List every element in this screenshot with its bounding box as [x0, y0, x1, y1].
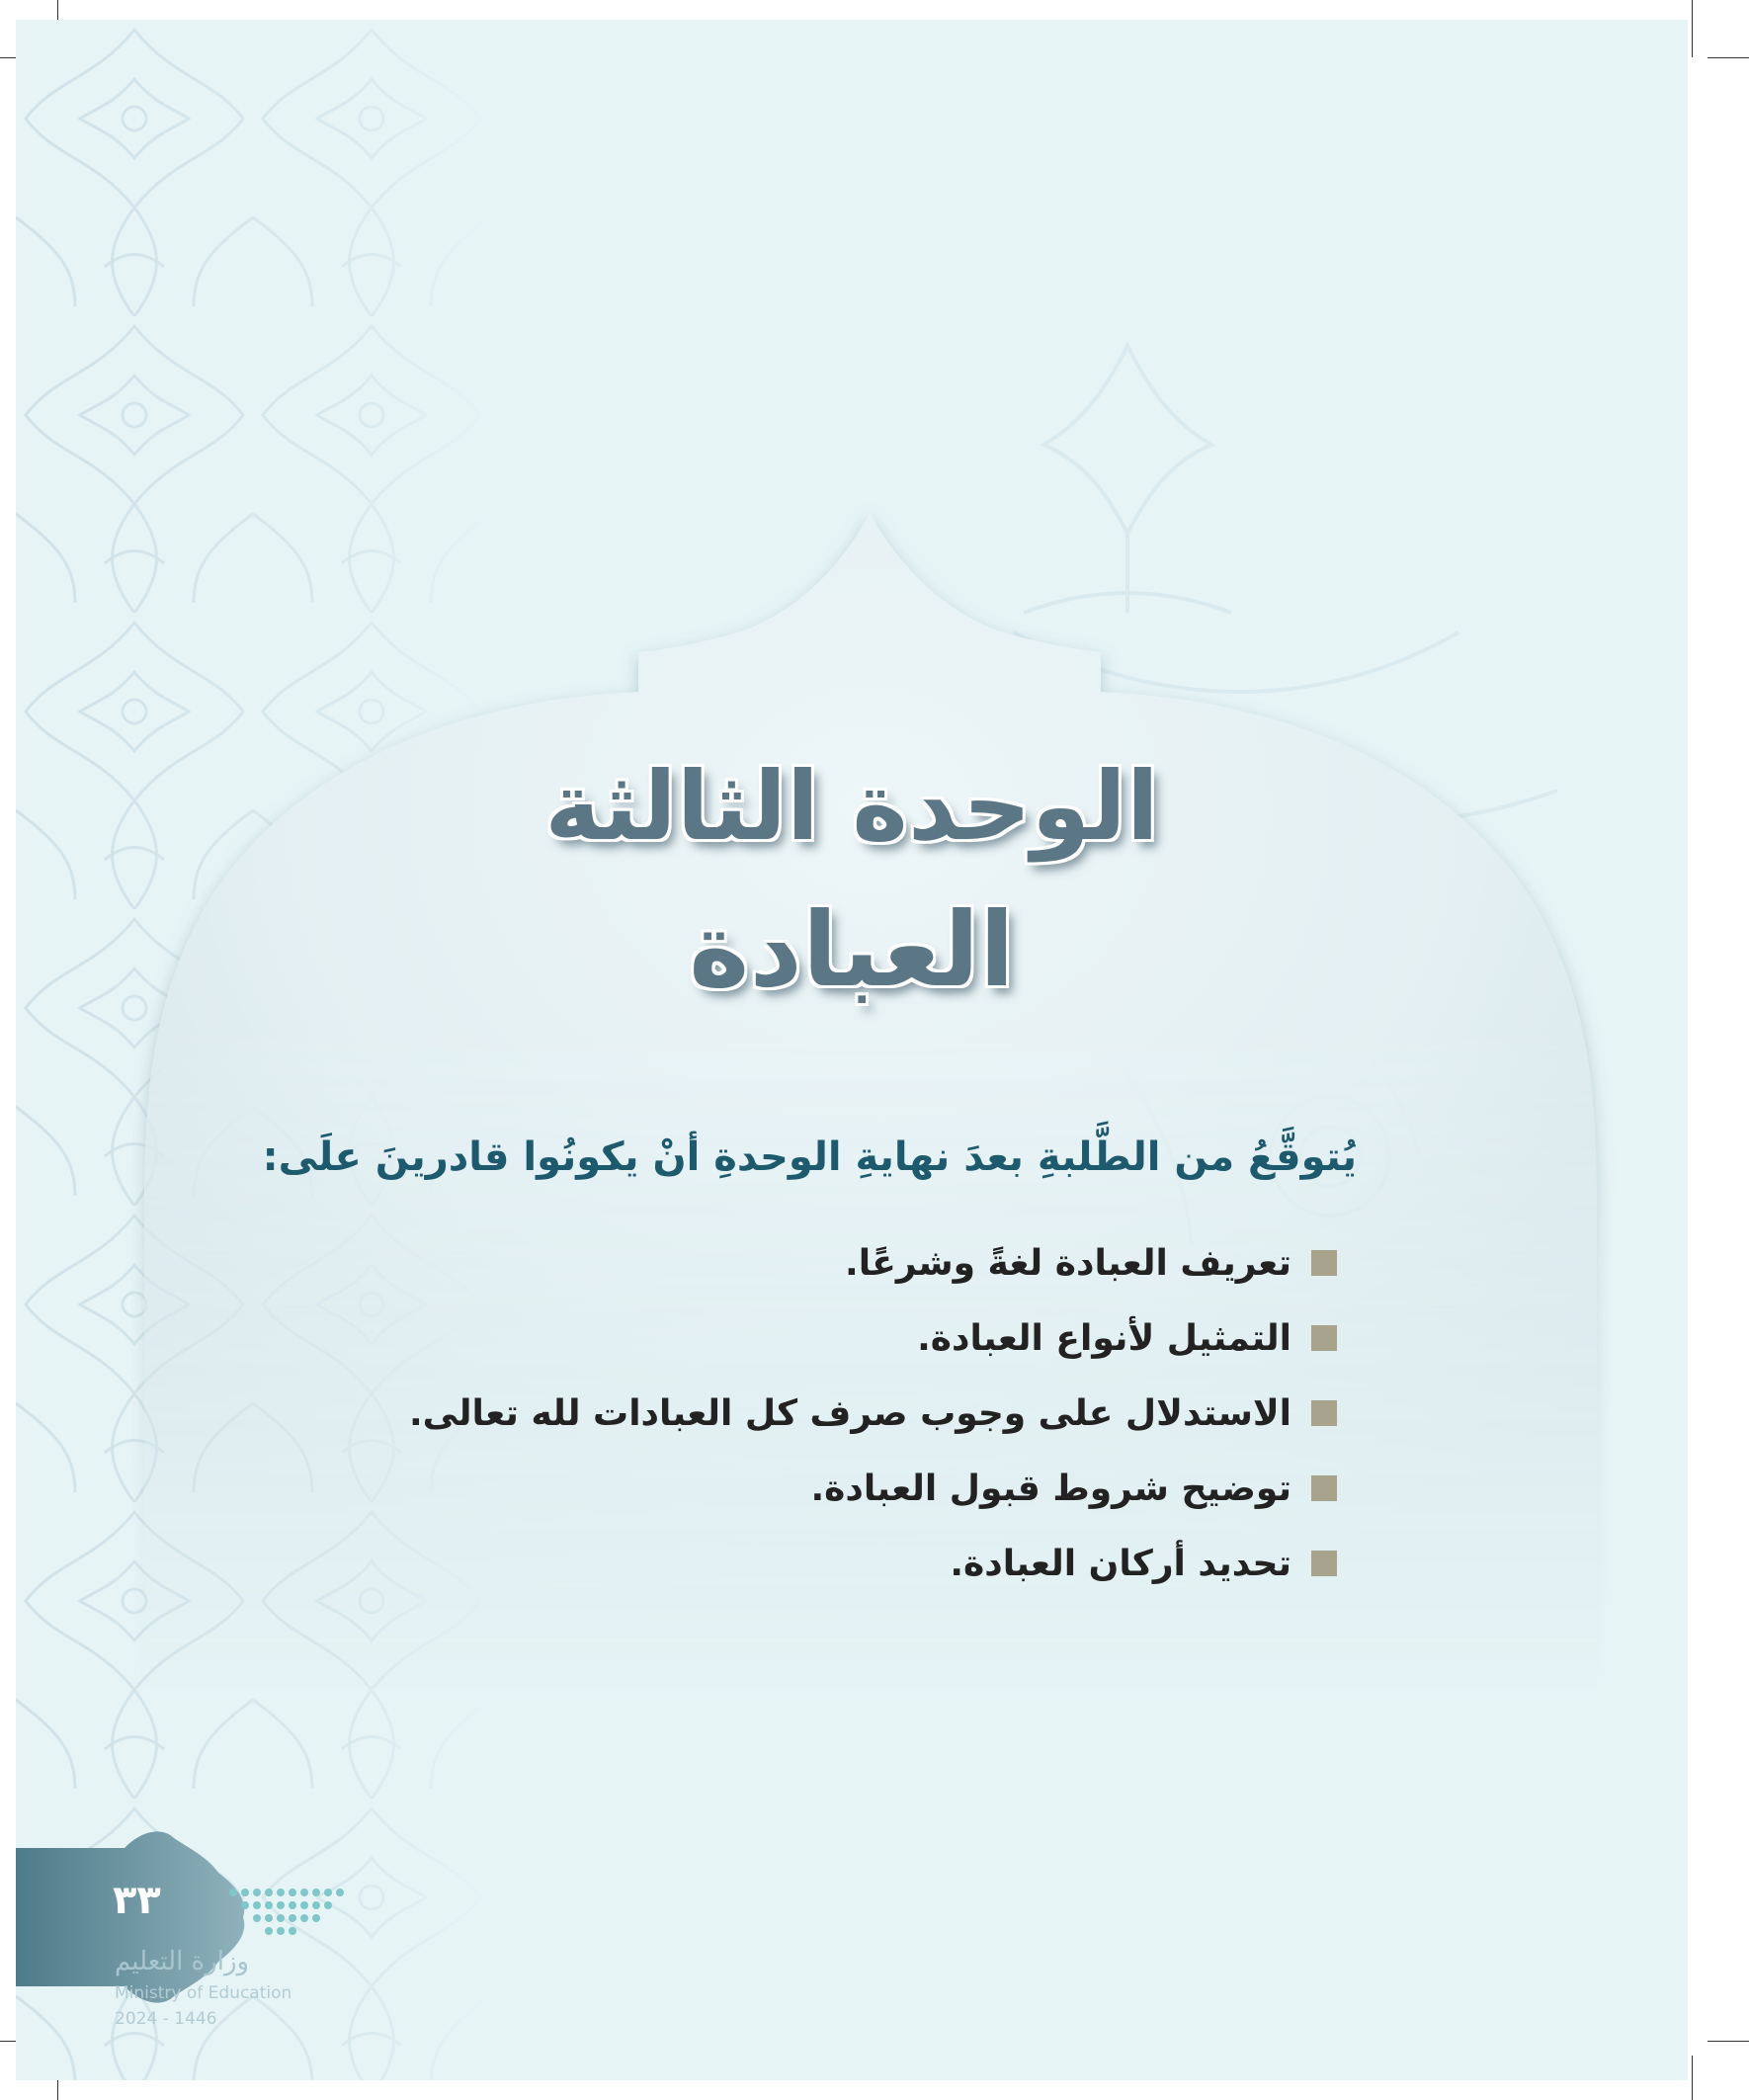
square-bullet-icon [1311, 1400, 1337, 1426]
crop-mark [1692, 0, 1693, 57]
ministry-logo-arabic: وزارة التعليم [115, 1947, 250, 1976]
book-page [16, 20, 1688, 2080]
square-bullet-icon [1311, 1551, 1337, 1576]
crop-mark [1707, 57, 1749, 58]
objectives-list [409, 1225, 1337, 1601]
list-item: توضيح شروط قبول العبادة. [409, 1451, 1337, 1526]
list-item: الاستدلال على وجوب صرف كل العبادات لله تعالى. [409, 1376, 1337, 1451]
square-bullet-icon [1311, 1325, 1337, 1351]
square-bullet-icon [1311, 1475, 1337, 1501]
unit-subtitle: العبادة [689, 889, 1015, 1010]
list-item: تحديد أركان العبادة. [409, 1526, 1337, 1601]
list-item: تعريف العبادة لغةً وشرعًا. [409, 1225, 1337, 1301]
page-number: ٣٣ [113, 1878, 161, 1923]
crop-mark [1707, 2041, 1749, 2042]
unit-title: الوحدة الثالثة [544, 751, 1159, 862]
square-bullet-icon [1311, 1250, 1337, 1276]
edition-year: 2024 - 1446 [115, 2009, 217, 2029]
ministry-logo-english: Ministry of Education [115, 1983, 292, 2003]
list-item: التمثيل لأنواع العبادة. [409, 1301, 1337, 1376]
objectives-intro: يُتوقَّعُ من الطَّلبةِ بعدَ نهايةِ الوحدةِ أنْ يكونُوا قادرينَ علَى: [262, 1134, 1357, 1180]
crop-mark [1692, 2056, 1693, 2100]
